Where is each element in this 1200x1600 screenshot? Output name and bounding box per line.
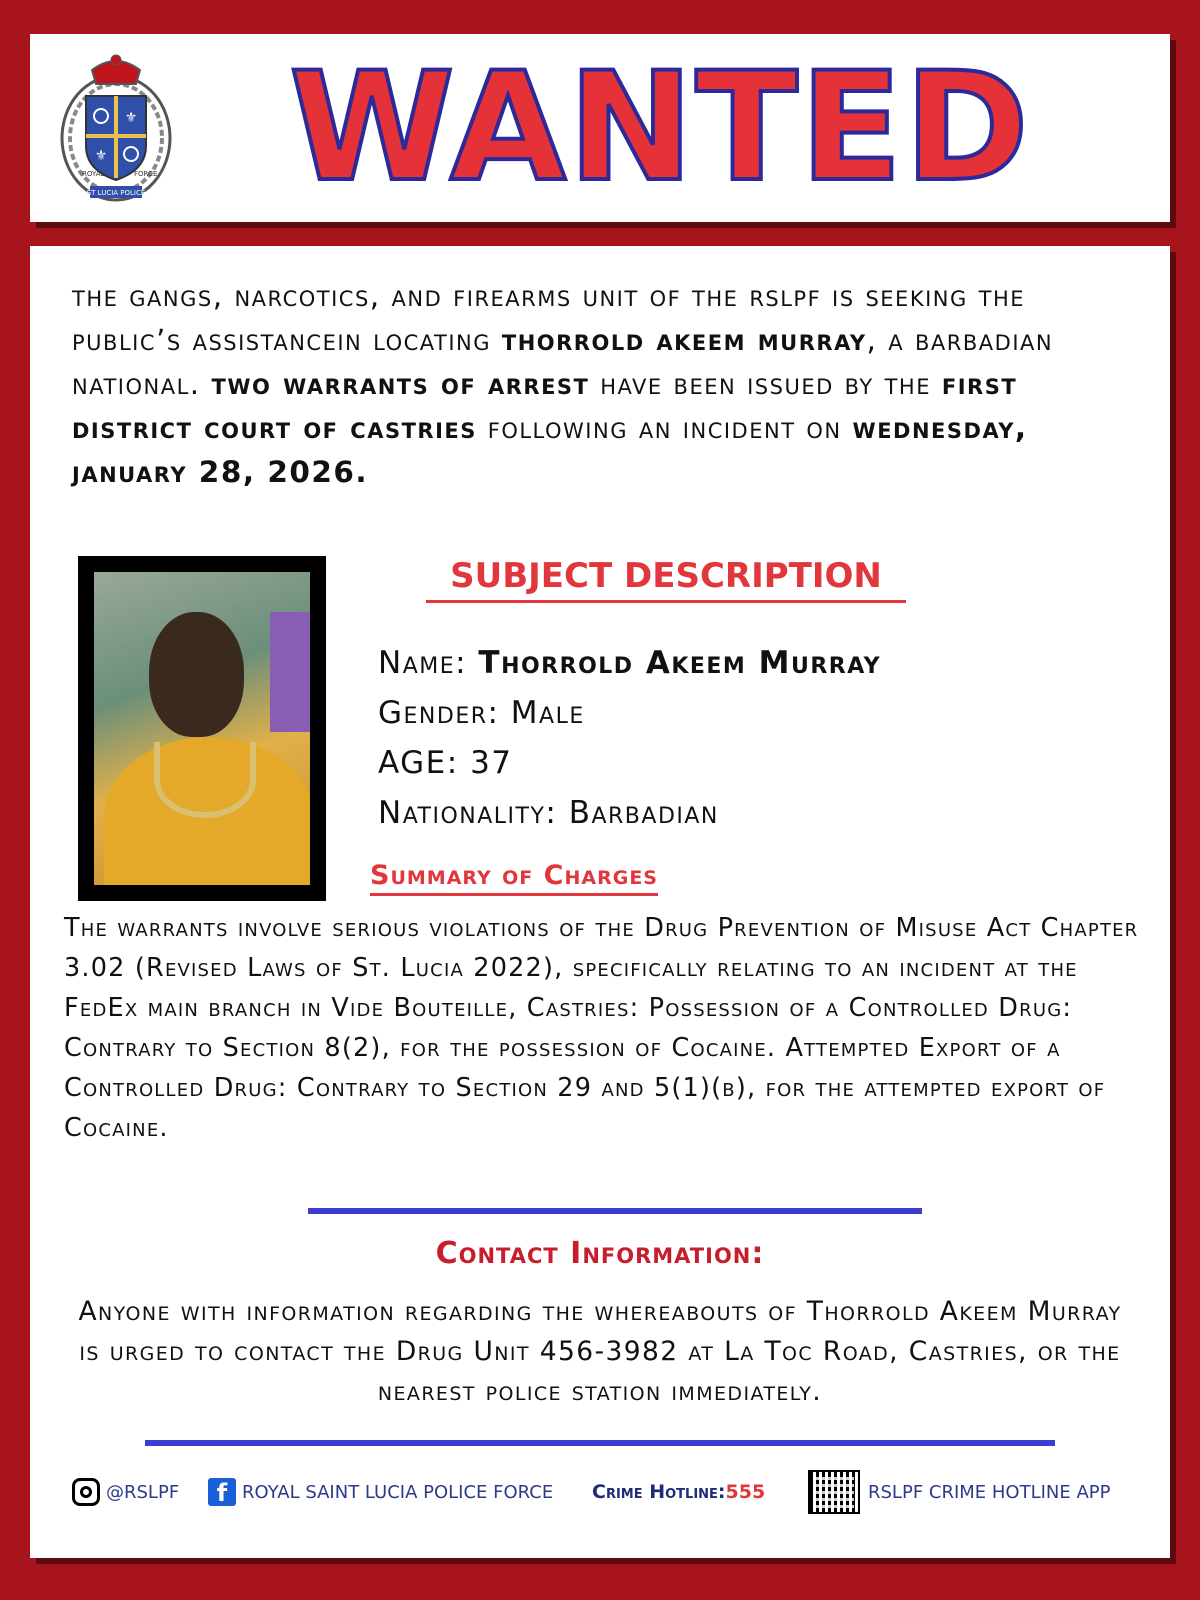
intro-warrants: two warrants of arrest bbox=[211, 367, 590, 401]
svg-text:⚜: ⚜ bbox=[124, 110, 138, 126]
header-panel bbox=[30, 34, 1170, 222]
divider-rule bbox=[145, 1440, 1055, 1446]
facebook-icon: f bbox=[208, 1478, 236, 1506]
contact-information-title: Contact Information: bbox=[435, 1236, 765, 1271]
crest-right-text: FORCE bbox=[134, 170, 158, 178]
subject-photo bbox=[78, 556, 326, 901]
svg-text:⚜: ⚜ bbox=[94, 148, 108, 164]
detail-nationality: Nationality: Barbadian bbox=[378, 795, 719, 831]
hotline-app-link[interactable]: RSLPF CRIME HOTLINE APP bbox=[808, 1472, 1111, 1512]
crest-top-text: ROYAL bbox=[82, 170, 105, 178]
divider-rule bbox=[308, 1208, 922, 1214]
charges-paragraph: The warrants involve serious violations of the Drug Prevention of Misuse Act Chapter 3.02 (Revised Laws of St. Lucia 2022), specifically relating to an incident at the FedEx main branch in Vide Bouteille, Castries: Possession of a Controlled Drug: Contrary to Section 8(2), for the possession of Cocaine. Attempted Export of a Controlled Drug: Contrary to Section 29 and 5(1)(b), for the attempted export of Cocaine. bbox=[64, 913, 1139, 1143]
subject-description-title: SUBJECT DESCRIPTION bbox=[426, 556, 906, 603]
intro-subject-name: thorrold akeem murray bbox=[501, 323, 867, 357]
body-panel bbox=[30, 246, 1170, 1558]
detail-name: Name: Thorrold Akeem Murray bbox=[378, 645, 882, 681]
facebook-link[interactable]: f ROYAL SAINT LUCIA POLICE FORCE bbox=[208, 1472, 553, 1512]
detail-age: AGE: 37 bbox=[378, 745, 513, 781]
footer bbox=[70, 1472, 1130, 1512]
subject-details bbox=[378, 638, 881, 838]
instagram-icon bbox=[72, 1478, 100, 1506]
summary-of-charges-title: Summary of Charges bbox=[370, 860, 658, 896]
qr-code-icon bbox=[808, 1470, 860, 1514]
intro-court: first district court of castries bbox=[72, 367, 1018, 445]
instagram-link[interactable]: @RSLPF bbox=[72, 1472, 179, 1512]
detail-gender: Gender: Male bbox=[378, 695, 585, 731]
intro-paragraph: the gangs, narcotics, and firearms unit of the rslpf is seeking the public’s assistancein locating thorrold akeem murray, a barbadian national. two warrants of arrest have been issued by the first district court of castries following an incident on wednesday, january 28, 2026. bbox=[72, 279, 1054, 489]
contact-paragraph: Anyone with information regarding the whereabouts of Thorrold Akeem Murray is urged to contact the Drug Unit 456-3982 at La Toc Road, Castries, or the nearest police station immediately. bbox=[78, 1296, 1122, 1407]
wanted-title: WANTED bbox=[289, 41, 1031, 215]
hotline-number: 555 bbox=[725, 1481, 766, 1503]
intro-date: wednesday, january 28, 2026. bbox=[72, 411, 1028, 489]
crime-hotline: Crime Hotline: 555 bbox=[592, 1481, 766, 1503]
crest-bottom-text: ST LUCIA POLICE bbox=[86, 189, 146, 197]
